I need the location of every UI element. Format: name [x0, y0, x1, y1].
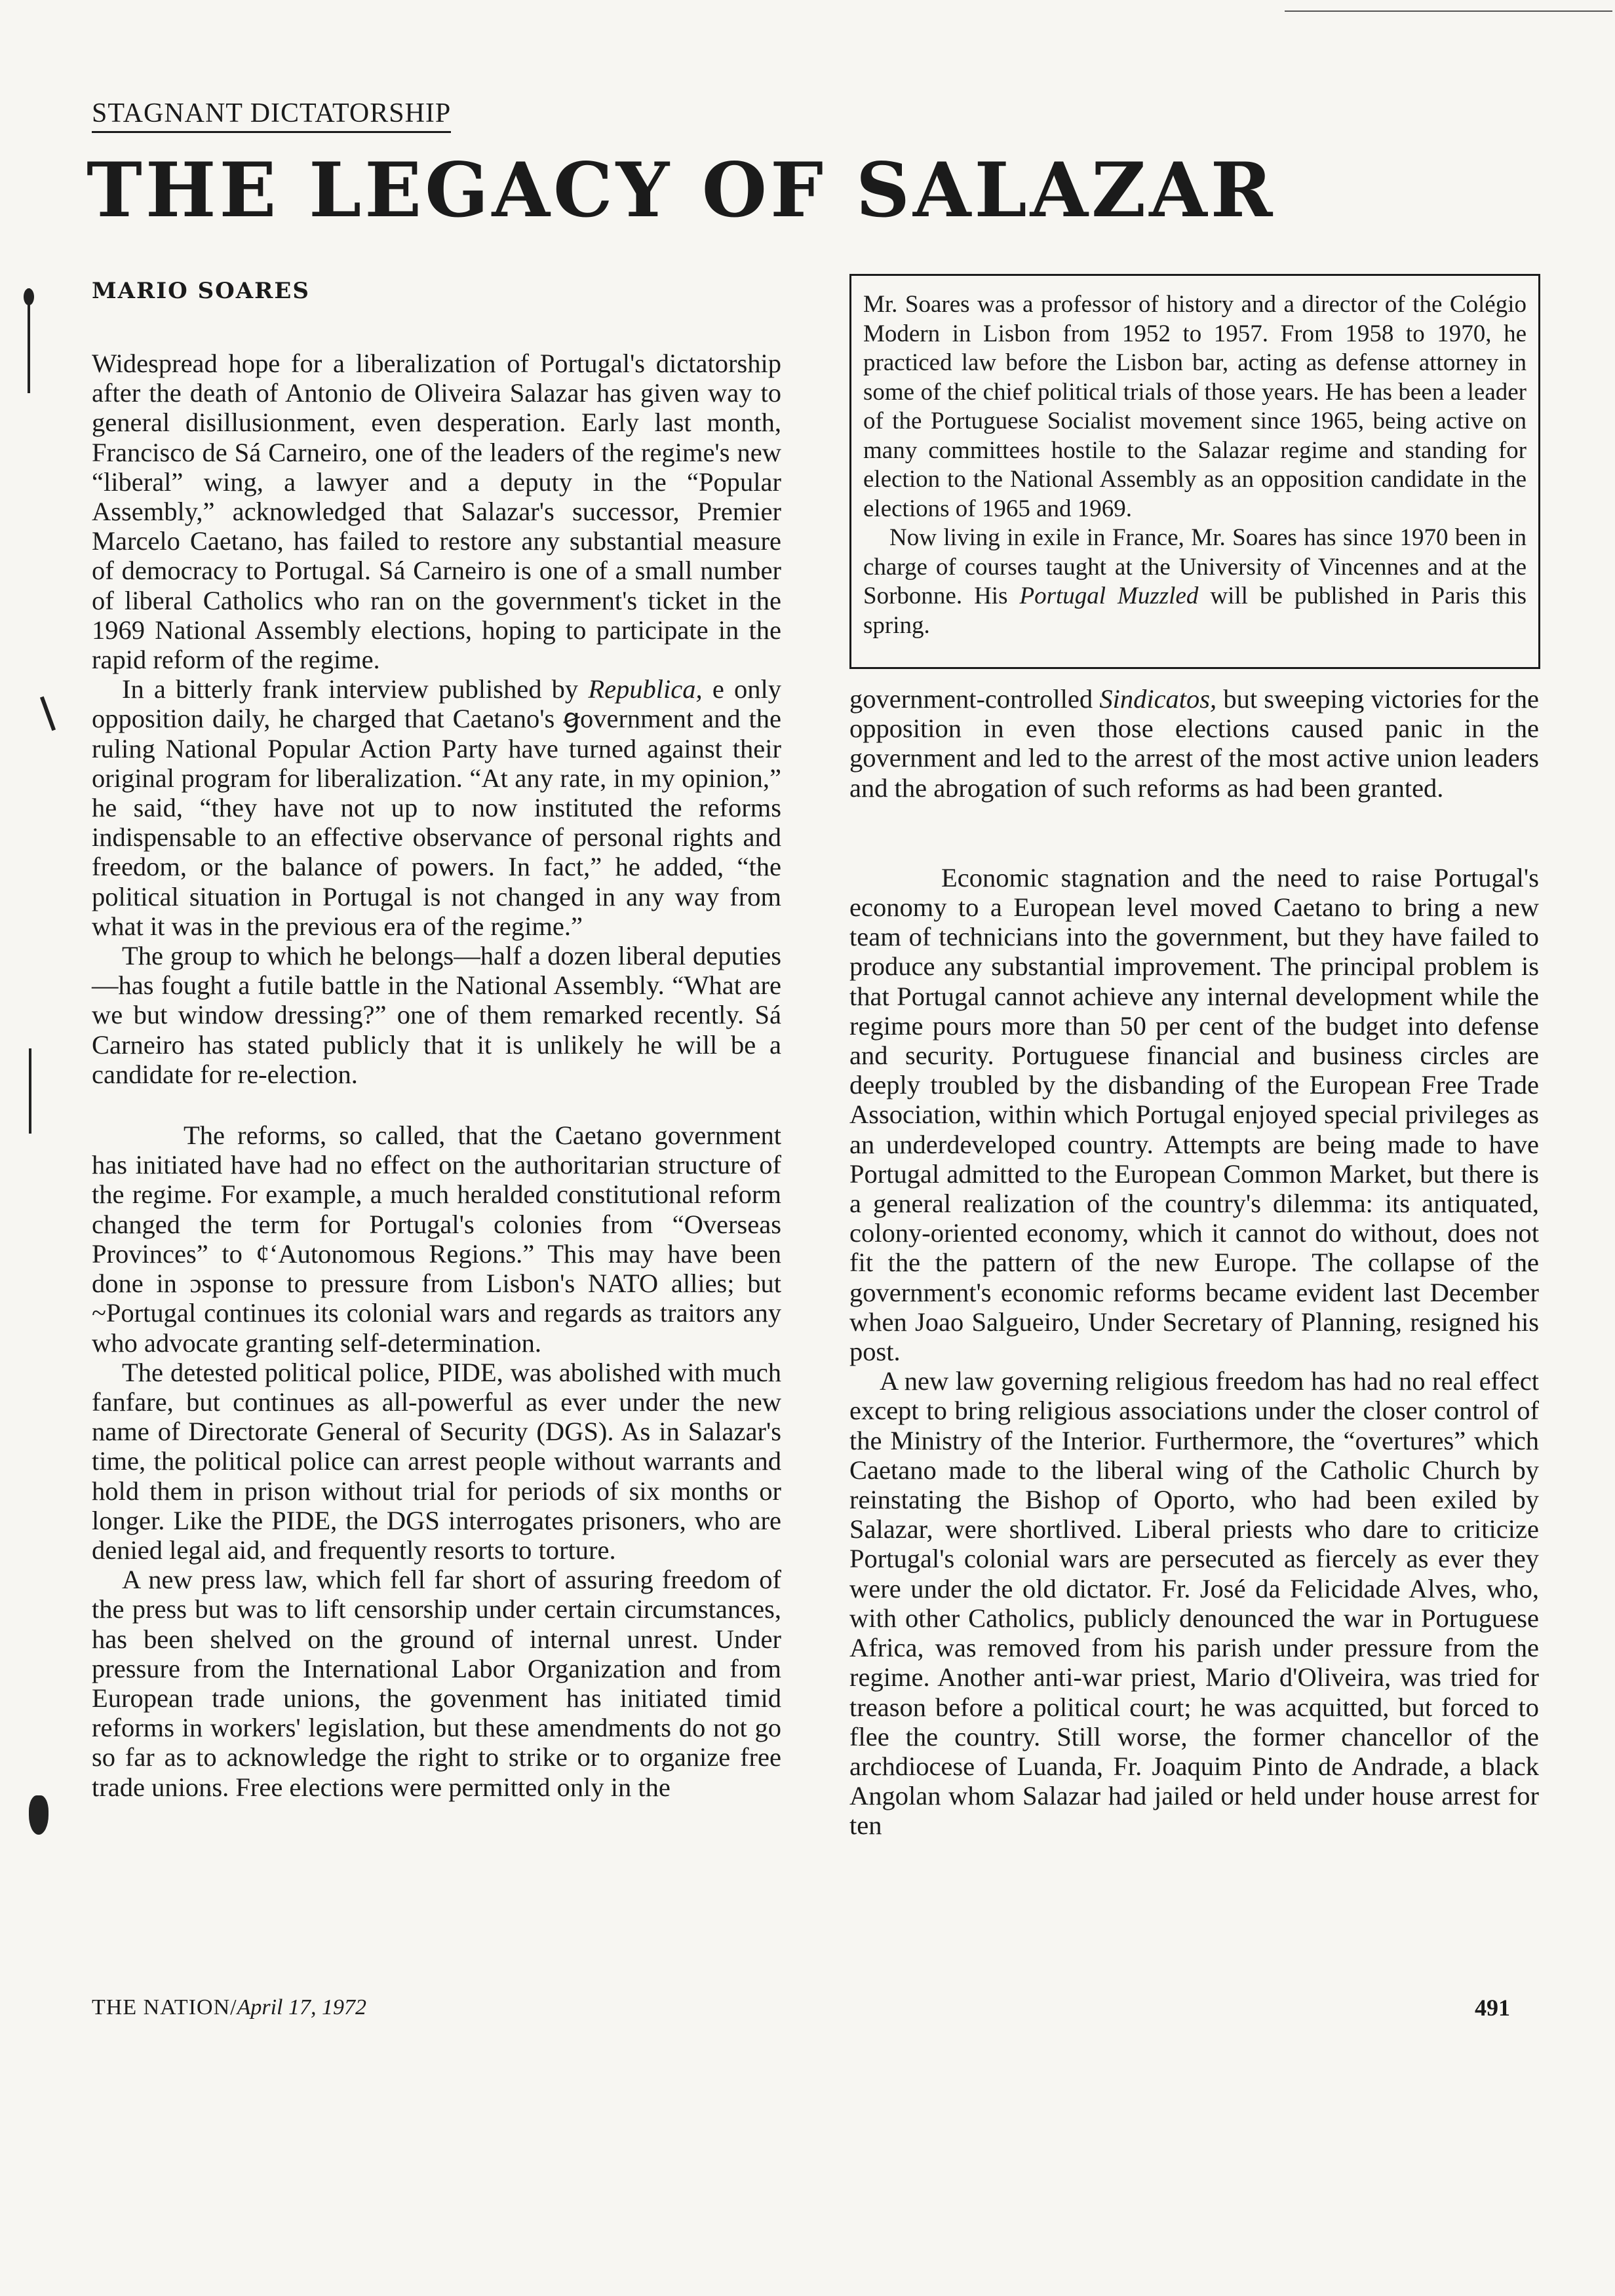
body-paragraph: The group to which he belongs—half a dozen liberal deputies—has fought a futile battle in the National Assembly. “What are we but window dressing?” one of them remarked recently. Sá Carneiro has stated publicly that it is unlikely he will be a candidate for re-election. [92, 941, 781, 1089]
article-column-right [849, 684, 1539, 1841]
bio-paragraph: Mr. Soares was a professor of history and a director of the Colégio Modern in Lisbon from 1952 to 1957. From 1958 to 1970, he practiced law before the Lisbon bar, acting as defense attorney in some of the chief political trials of those years. He has been a leader of the Portuguese Socialist movement since 1965, being active on many committees hostile to the Salazar regime and standing for election to the National Assembly as an opposition candidate in the elections of 1965 and 1969. [863, 291, 1527, 522]
margin-mark [29, 1795, 49, 1835]
union-term: Sindicatos, [1099, 684, 1217, 714]
top-edge-rule [1285, 10, 1612, 12]
body-paragraph: A new press law, which fell far short of assuring freedom of the press but was to lift censorship under certain circumstances, has been shelved on the ground of internal unrest. Under pressure from the International Labor Organization and from European trade unions, the govenment has initiated timid reforms in workers' legislation, but these amendments do not go so far as to acknowledge the right to strike or to organize free trade unions. Free elections were permitted only in the [92, 1565, 781, 1802]
book-title: Portugal Muzzled [1019, 583, 1199, 609]
body-paragraph: The reforms, so called, that the Caetano government has initiated have had no effect on the authoritarian structure of the regime. For example, a much heralded constitutional reform changed the term for Portugal's colonies from “Overseas Provinces” to ¢‘Autonomous Regions.” This may have been done in ɔsponse to pressure from Lisbon's NATO allies; but ~Portugal continues its colonial wars and regards as traitors any who advocate granting self-determination. [92, 1120, 781, 1358]
page-number: 491 [1475, 1995, 1510, 2021]
margin-mark [40, 697, 56, 731]
body-paragraph: In a bitterly frank interview published by Republica, e only opposition daily, he charged that Caetano's ꞡovernment and the ruling National Popular Action Party have turned against their original program for liberalization. “At any rate, in my opinion,” he said, “they have not up to now instituted the reforms indispensable to an effective observance of personal rights and freedom, or the balance of powers. In fact,” he added, “the political situation in Portugal is not changed in any way from what it was in the previous era of the regime.” [92, 674, 781, 941]
article-column-left [92, 349, 781, 1802]
bio-paragraph: Now living in exile in France, Mr. Soares has since 1970 been in charge of courses taught at the University of Vincennes and at the Sorbonne. His Portugal Muzzled will be published in Paris this spring. [863, 524, 1527, 639]
body-paragraph: A new law governing religious freedom has had no real effect except to bring religious associations under the closer control of the Ministry of the Interior. Furthermore, the “overtures” which Caetano made to the liberal wing of the Catholic Church by reinstating the Bishop of Oporto, who had been exiled by Salazar, were shortlived. Liberal priests who dare to criticize Portugal's colonial wars are persecuted as fiercely as ever they were under the old dictator. Fr. José da Felicidade Alves, who, with other Catholics, publicly denounced the war in Portuguese Africa, was removed from his parish under pressure from the regime. Another anti-war priest, Mario d'Oliveira, was tried for treason before a political court; he was acquitted, but forced to flee the country. Still worse, the former chancellor of the archdiocese of Luanda, Fr. Joaquim Pinto de Andrade, a black Angolan whom Salazar had jailed or held under house arrest for ten [849, 1366, 1539, 1841]
body-paragraph: Economic stagnation and the need to raise Portugal's economy to a European level moved Caetano to bring a new team of technicians into the government, but they have failed to produce any substantial improvement. The principal problem is that Portugal cannot achieve any internal development while the regime pours more than 50 per cent of the budget into defense and security. Portuguese financial and business circles are deeply troubled by the disbanding of the European Free Trade Association, within which Portugal enjoyed special privileges as an underdeveloped country. Attempts are being made to have Portugal admitted to the European Common Market, but there is a general realization of the country's dilemma: its antiquated, colony-oriented economy, which it cannot do without, does not fit the the pattern of the new Europe. The collapse of the government's economic reforms became evident last December when Joao Salgueiro, Under Secretary of Planning, resigned his post. [849, 862, 1539, 1367]
body-paragraph: government-controlled Sindicatos, but sweeping victories for the opposition in even those elections caused panic in the government and led to the arrest of the most active union leaders and the abrogation of such reforms as had been granted. [849, 684, 1539, 803]
body-paragraph: Widespread hope for a liberalization of Portugal's dictatorship after the death of Antonio de Oliveira Salazar has given way to general disillusionment, even desperation. Early last month, Francisco de Sá Carneiro, one of the leaders of the regime's new “liberal” wing, a lawyer and a deputy in the “Popular Assembly,” acknowledged that Salazar's successor, Premier Marcelo Caetano, has failed to restore any substantial measure of democracy to Portugal. Sá Carneiro is one of a small number of liberal Catholics who ran on the government's ticket in the 1969 National Assembly elections, hoping to participate in the rapid reform of the regime. [92, 349, 781, 675]
author-bio-box [849, 274, 1540, 669]
author-byline: MARIO SOARES [92, 278, 310, 304]
body-paragraph: The detested political police, PIDE, was abolished with much fanfare, but continues as all-powerful as ever under the new name of Directorate General of Security (DGS). As in Salazar's time, the political police can arrest people without warrants and hold them in prison without trial for periods of six months or longer. Like the PIDE, the DGS interrogates prisoners, who are denied legal aid, and frequently resorts to torture. [92, 1357, 781, 1565]
footer-publication: THE NATION/April 17, 1972 [92, 1995, 366, 2019]
article-headline: THE LEGACY OF SALAZAR [87, 146, 1276, 234]
section-kicker: STAGNANT DICTATORSHIP [92, 97, 451, 133]
margin-mark [24, 288, 34, 305]
margin-mark [29, 1048, 31, 1134]
newspaper-name: Republica, [588, 674, 703, 704]
